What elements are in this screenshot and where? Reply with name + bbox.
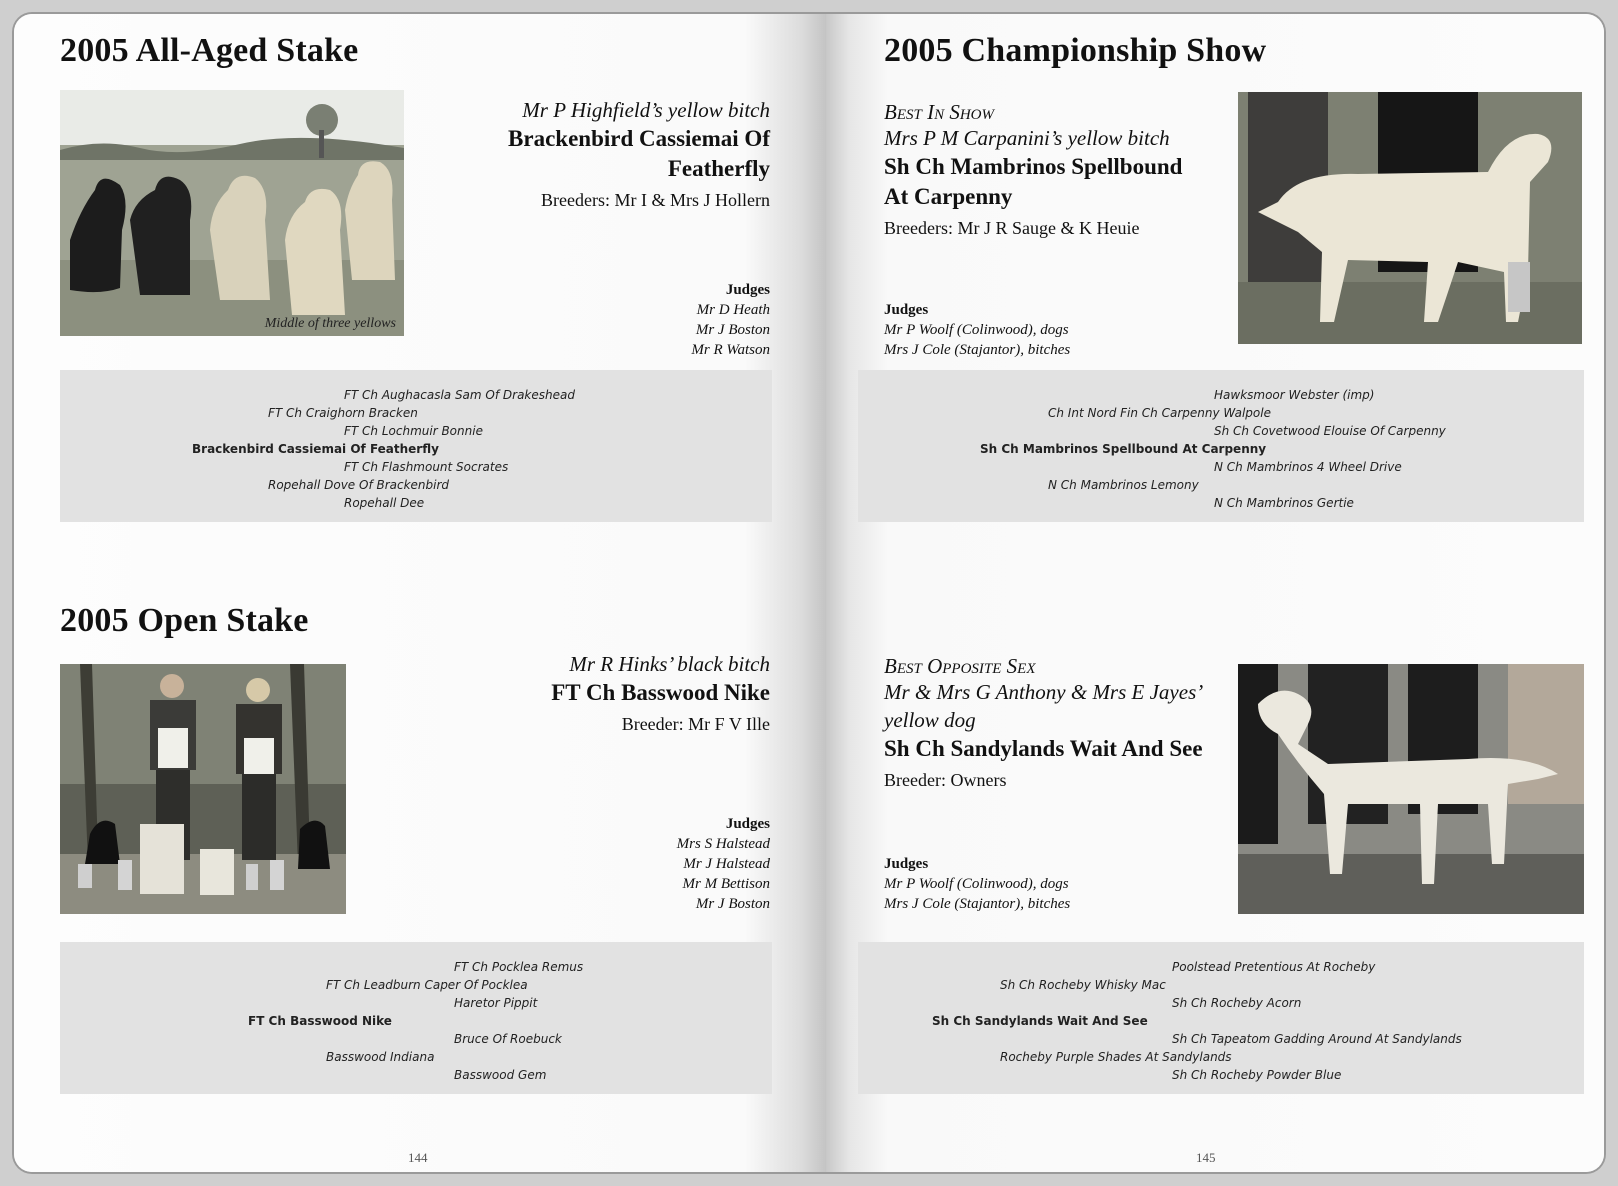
pedigree-dam: Ropehall Dove Of Brackenbird — [268, 478, 450, 492]
judge-name: Mr D Heath — [696, 302, 770, 318]
page-number: 144 — [408, 1150, 428, 1165]
pedigree-sire-dam: Sh Ch Rocheby Acorn — [1172, 996, 1302, 1010]
pedigree-sire-sire: FT Ch Aughacasla Sam Of Drakeshead — [344, 388, 575, 402]
judge-name: Mr R Watson — [691, 342, 770, 358]
judge-name: Mr P Woolf (Colinwood), dogs — [884, 876, 1069, 892]
pedigree-sire: FT Ch Craighorn Bracken — [268, 406, 418, 420]
owner-line2: yellow dog — [884, 708, 976, 732]
judge-name: Mr M Bettison — [682, 876, 770, 892]
dog-name-line2: At Carpenny — [884, 184, 1013, 209]
pedigree-subject: Sh Ch Sandylands Wait And See — [932, 1014, 1148, 1028]
photo-handlers-with-trophies — [60, 664, 346, 914]
dog-name-line1: Brackenbird Cassiemai Of — [508, 126, 770, 151]
pedigree-box — [858, 370, 1584, 522]
judges-heading: Judges — [725, 282, 770, 298]
judges-heading: Judges — [725, 816, 770, 832]
photo-best-in-show-dog — [1238, 92, 1582, 344]
judges-block — [570, 280, 770, 360]
left-page — [14, 14, 826, 1172]
judge-name: Mr J Halstead — [683, 856, 770, 872]
pedigree-box — [60, 942, 772, 1094]
section-title-all-aged-stake: 2005 All-Aged Stake — [60, 32, 359, 69]
pedigree-dam-sire: FT Ch Flashmount Socrates — [344, 460, 509, 474]
book-spread — [14, 14, 1604, 1172]
right-page — [826, 14, 1604, 1172]
pedigree-dam-dam: Sh Ch Rocheby Powder Blue — [1172, 1068, 1342, 1082]
pedigree-box — [60, 370, 772, 522]
pedigree-sire-dam: FT Ch Lochmuir Bonnie — [344, 424, 483, 438]
pedigree-dam-sire: Sh Ch Tapeatom Gadding Around At Sandylands — [1172, 1032, 1462, 1046]
pedigree-dam: N Ch Mambrinos Lemony — [1048, 478, 1199, 492]
owner-line: Mr P Highfield’s yellow bitch — [522, 98, 770, 122]
judge-name: Mr J Boston — [695, 896, 770, 912]
pedigree-sire-sire: Hawksmoor Webster (imp) — [1214, 388, 1375, 402]
pedigree-sire-sire: FT Ch Pocklea Remus — [454, 960, 584, 974]
pedigree-dam-dam: N Ch Mambrinos Gertie — [1214, 496, 1354, 510]
pedigree-sire: Ch Int Nord Fin Ch Carpenny Walpole — [1048, 406, 1271, 420]
judge-name: Mrs J Cole (Stajantor), bitches — [884, 896, 1071, 912]
pedigree-subject: Sh Ch Mambrinos Spellbound At Carpenny — [980, 442, 1267, 456]
photo-three-yellows-two-blacks — [60, 90, 404, 336]
judge-name: Mrs J Cole (Stajantor), bitches — [884, 342, 1071, 358]
breeders: Breeders: Mr J R Sauge & K Heuie — [884, 218, 1140, 238]
owner-line: Mr R Hinks’ black bitch — [569, 652, 770, 676]
pedigree-sire: Sh Ch Rocheby Whisky Mac — [1000, 978, 1166, 992]
award-heading: Best Opposite Sex — [884, 654, 1036, 678]
pedigree-sire-sire: Poolstead Pretentious At Rocheby — [1172, 960, 1376, 974]
judges-block — [884, 854, 1070, 914]
award-heading: Best In Show — [884, 100, 994, 124]
pedigree-box — [858, 942, 1584, 1094]
judge-name: Mrs S Halstead — [676, 836, 770, 852]
judges-heading: Judges — [884, 856, 929, 872]
photo-best-opposite-sex-dog — [1238, 664, 1584, 914]
dog-name-line1: Sh Ch Mambrinos Spellbound — [884, 154, 1183, 179]
judges-block — [884, 300, 1070, 360]
photo-caption: Middle of three yellows — [264, 316, 396, 331]
breeder: Breeder: Owners — [884, 770, 1007, 790]
pedigree-dam-sire: Bruce Of Roebuck — [454, 1032, 562, 1046]
page-number: 145 — [1196, 1150, 1216, 1165]
judge-name: Mr P Woolf (Colinwood), dogs — [884, 322, 1069, 338]
pedigree-dam-sire: N Ch Mambrinos 4 Wheel Drive — [1214, 460, 1402, 474]
dog-name: FT Ch Basswood Nike — [551, 680, 770, 705]
pedigree-subject: Brackenbird Cassiemai Of Featherfly — [192, 442, 439, 456]
judge-name: Mr J Boston — [695, 322, 770, 338]
owner-line1: Mr & Mrs G Anthony & Mrs E Jayes’ — [884, 680, 1204, 704]
pedigree-dam-dam: Basswood Gem — [454, 1068, 547, 1082]
pedigree-dam: Rocheby Purple Shades At Sandylands — [1000, 1050, 1232, 1064]
judges-block — [570, 814, 770, 914]
pedigree-dam-dam: Ropehall Dee — [344, 496, 425, 510]
dog-name-line2: Featherfly — [667, 156, 770, 181]
breeder: Breeder: Mr F V Ille — [621, 714, 770, 734]
section-title-open-stake: 2005 Open Stake — [60, 602, 309, 639]
judges-heading: Judges — [884, 302, 929, 318]
breeders: Breeders: Mr I & Mrs J Hollern — [541, 190, 770, 210]
pedigree-sire-dam: Haretor Pippit — [454, 996, 538, 1010]
pedigree-sire: FT Ch Leadburn Caper Of Pocklea — [326, 978, 528, 992]
section-title-championship-show: 2005 Championship Show — [884, 32, 1267, 69]
dog-name: Sh Ch Sandylands Wait And See — [884, 736, 1203, 761]
pedigree-subject: FT Ch Basswood Nike — [248, 1014, 392, 1028]
owner-line: Mrs P M Carpanini’s yellow bitch — [884, 126, 1170, 150]
pedigree-sire-dam: Sh Ch Covetwood Elouise Of Carpenny — [1214, 424, 1446, 438]
pedigree-dam: Basswood Indiana — [326, 1050, 435, 1064]
